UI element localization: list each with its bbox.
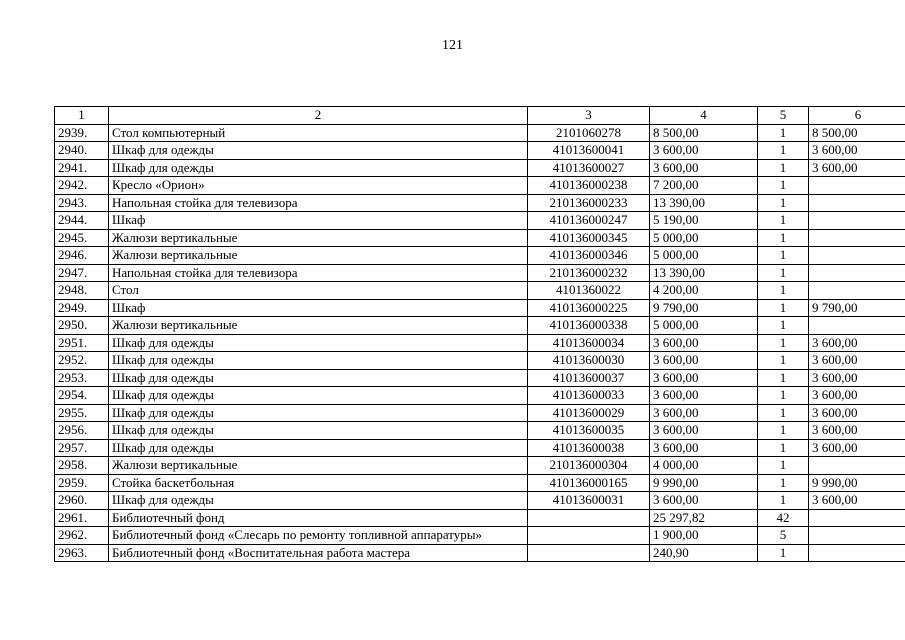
column-header: 4 <box>650 107 758 125</box>
inventory-number-cell: 41013600037 <box>528 369 650 387</box>
inventory-number-cell <box>528 509 650 527</box>
amount-cell: 3 600,00 <box>809 387 905 405</box>
inventory-number-cell: 2101060278 <box>528 124 650 142</box>
item-name-cell: Шкаф <box>109 212 528 230</box>
row-number-cell: 2960. <box>55 492 109 510</box>
row-number-cell: 2950. <box>55 317 109 335</box>
row-number-cell: 2953. <box>55 369 109 387</box>
column-header: 5 <box>758 107 809 125</box>
price-cell: 3 600,00 <box>650 492 758 510</box>
quantity-cell: 1 <box>758 264 809 282</box>
quantity-cell: 1 <box>758 492 809 510</box>
quantity-cell: 1 <box>758 194 809 212</box>
item-name-cell: Стол <box>109 282 528 300</box>
row-number-cell: 2945. <box>55 229 109 247</box>
table-row <box>55 404 905 422</box>
inventory-number-cell: 410136000247 <box>528 212 650 230</box>
price-cell: 3 600,00 <box>650 159 758 177</box>
quantity-cell: 1 <box>758 229 809 247</box>
table-row <box>55 387 905 405</box>
row-number-cell: 2957. <box>55 439 109 457</box>
table-row <box>55 264 905 282</box>
inventory-number-cell: 410136000338 <box>528 317 650 335</box>
item-name-cell: Стол компьютерный <box>109 124 528 142</box>
inventory-table <box>54 106 905 562</box>
item-name-cell: Шкаф <box>109 299 528 317</box>
inventory-number-cell: 41013600034 <box>528 334 650 352</box>
amount-cell <box>809 229 905 247</box>
price-cell: 13 390,00 <box>650 264 758 282</box>
amount-cell: 3 600,00 <box>809 404 905 422</box>
item-name-cell: Шкаф для одежды <box>109 492 528 510</box>
price-cell: 5 000,00 <box>650 229 758 247</box>
row-number-cell: 2961. <box>55 509 109 527</box>
quantity-cell: 1 <box>758 544 809 562</box>
table-row <box>55 422 905 440</box>
amount-cell: 3 600,00 <box>809 352 905 370</box>
table-row <box>55 509 905 527</box>
inventory-number-cell <box>528 527 650 545</box>
amount-cell <box>809 247 905 265</box>
item-name-cell: Шкаф для одежды <box>109 159 528 177</box>
inventory-number-cell: 41013600041 <box>528 142 650 160</box>
quantity-cell: 1 <box>758 457 809 475</box>
table-row <box>55 544 905 562</box>
row-number-cell: 2939. <box>55 124 109 142</box>
item-name-cell: Шкаф для одежды <box>109 352 528 370</box>
row-number-cell: 2958. <box>55 457 109 475</box>
price-cell: 3 600,00 <box>650 369 758 387</box>
price-cell: 5 190,00 <box>650 212 758 230</box>
inventory-number-cell: 410136000165 <box>528 474 650 492</box>
quantity-cell: 1 <box>758 124 809 142</box>
inventory-number-cell: 410136000345 <box>528 229 650 247</box>
table-row <box>55 457 905 475</box>
item-name-cell: Шкаф для одежды <box>109 387 528 405</box>
item-name-cell: Шкаф для одежды <box>109 422 528 440</box>
table-row <box>55 247 905 265</box>
row-number-cell: 2949. <box>55 299 109 317</box>
row-number-cell: 2944. <box>55 212 109 230</box>
price-cell: 1 900,00 <box>650 527 758 545</box>
row-number-cell: 2940. <box>55 142 109 160</box>
column-header: 1 <box>55 107 109 125</box>
price-cell: 5 000,00 <box>650 317 758 335</box>
quantity-cell: 1 <box>758 404 809 422</box>
quantity-cell: 1 <box>758 299 809 317</box>
table-row <box>55 474 905 492</box>
amount-cell: 3 600,00 <box>809 334 905 352</box>
quantity-cell: 1 <box>758 212 809 230</box>
table-row <box>55 124 905 142</box>
price-cell: 3 600,00 <box>650 404 758 422</box>
table-row <box>55 177 905 195</box>
table-row <box>55 317 905 335</box>
table-row <box>55 159 905 177</box>
inventory-table-body <box>55 107 905 562</box>
quantity-cell: 1 <box>758 247 809 265</box>
quantity-cell: 1 <box>758 177 809 195</box>
amount-cell <box>809 194 905 212</box>
row-number-cell: 2962. <box>55 527 109 545</box>
column-header: 3 <box>528 107 650 125</box>
quantity-cell: 1 <box>758 282 809 300</box>
row-number-cell: 2955. <box>55 404 109 422</box>
table-row <box>55 369 905 387</box>
amount-cell: 9 790,00 <box>809 299 905 317</box>
quantity-cell: 1 <box>758 369 809 387</box>
row-number-cell: 2947. <box>55 264 109 282</box>
item-name-cell: Библиотечный фонд «Слесарь по ремонту топливной аппаратуры» <box>109 527 528 545</box>
amount-cell <box>809 282 905 300</box>
amount-cell: 9 990,00 <box>809 474 905 492</box>
quantity-cell: 1 <box>758 142 809 160</box>
item-name-cell: Жалюзи вертикальные <box>109 457 528 475</box>
amount-cell <box>809 212 905 230</box>
price-cell: 8 500,00 <box>650 124 758 142</box>
price-cell: 25 297,82 <box>650 509 758 527</box>
table-header-row <box>55 107 905 125</box>
page-number: 121 <box>442 38 463 53</box>
price-cell: 3 600,00 <box>650 439 758 457</box>
row-number-cell: 2951. <box>55 334 109 352</box>
price-cell: 3 600,00 <box>650 422 758 440</box>
table-row <box>55 492 905 510</box>
item-name-cell: Кресло «Орион» <box>109 177 528 195</box>
price-cell: 9 990,00 <box>650 474 758 492</box>
inventory-number-cell: 410136000346 <box>528 247 650 265</box>
inventory-number-cell: 410136000225 <box>528 299 650 317</box>
table-row <box>55 142 905 160</box>
item-name-cell: Библиотечный фонд <box>109 509 528 527</box>
price-cell: 240,90 <box>650 544 758 562</box>
amount-cell: 3 600,00 <box>809 422 905 440</box>
row-number-cell: 2948. <box>55 282 109 300</box>
inventory-number-cell: 41013600033 <box>528 387 650 405</box>
price-cell: 4 000,00 <box>650 457 758 475</box>
column-header: 6 <box>809 107 905 125</box>
quantity-cell: 42 <box>758 509 809 527</box>
inventory-number-cell: 210136000232 <box>528 264 650 282</box>
item-name-cell: Напольная стойка для телевизора <box>109 264 528 282</box>
amount-cell <box>809 177 905 195</box>
inventory-number-cell: 41013600035 <box>528 422 650 440</box>
inventory-number-cell: 41013600029 <box>528 404 650 422</box>
item-name-cell: Шкаф для одежды <box>109 439 528 457</box>
price-cell: 5 000,00 <box>650 247 758 265</box>
item-name-cell: Библиотечный фонд «Воспитательная работа мастера <box>109 544 528 562</box>
row-number-cell: 2956. <box>55 422 109 440</box>
price-cell: 3 600,00 <box>650 387 758 405</box>
quantity-cell: 1 <box>758 159 809 177</box>
table-row <box>55 334 905 352</box>
table-row <box>55 212 905 230</box>
item-name-cell: Шкаф для одежды <box>109 334 528 352</box>
price-cell: 3 600,00 <box>650 142 758 160</box>
row-number-cell: 2952. <box>55 352 109 370</box>
item-name-cell: Шкаф для одежды <box>109 404 528 422</box>
price-cell: 7 200,00 <box>650 177 758 195</box>
table-row <box>55 229 905 247</box>
amount-cell: 8 500,00 <box>809 124 905 142</box>
quantity-cell: 1 <box>758 422 809 440</box>
row-number-cell: 2943. <box>55 194 109 212</box>
item-name-cell: Стойка баскетбольная <box>109 474 528 492</box>
row-number-cell: 2942. <box>55 177 109 195</box>
inventory-number-cell: 210136000304 <box>528 457 650 475</box>
item-name-cell: Жалюзи вертикальные <box>109 317 528 335</box>
quantity-cell: 1 <box>758 334 809 352</box>
amount-cell <box>809 509 905 527</box>
price-cell: 3 600,00 <box>650 334 758 352</box>
item-name-cell: Напольная стойка для телевизора <box>109 194 528 212</box>
inventory-number-cell: 410136000238 <box>528 177 650 195</box>
inventory-number-cell: 4101360022 <box>528 282 650 300</box>
table-row <box>55 194 905 212</box>
item-name-cell: Шкаф для одежды <box>109 142 528 160</box>
table-row <box>55 527 905 545</box>
table-row <box>55 439 905 457</box>
row-number-cell: 2941. <box>55 159 109 177</box>
table-row <box>55 299 905 317</box>
item-name-cell: Шкаф для одежды <box>109 369 528 387</box>
amount-cell <box>809 457 905 475</box>
inventory-number-cell: 41013600027 <box>528 159 650 177</box>
amount-cell <box>809 264 905 282</box>
amount-cell: 3 600,00 <box>809 142 905 160</box>
quantity-cell: 1 <box>758 474 809 492</box>
item-name-cell: Жалюзи вертикальные <box>109 229 528 247</box>
amount-cell: 3 600,00 <box>809 369 905 387</box>
row-number-cell: 2959. <box>55 474 109 492</box>
quantity-cell: 1 <box>758 352 809 370</box>
price-cell: 9 790,00 <box>650 299 758 317</box>
table-row <box>55 352 905 370</box>
inventory-number-cell: 41013600038 <box>528 439 650 457</box>
amount-cell <box>809 527 905 545</box>
amount-cell <box>809 544 905 562</box>
inventory-number-cell <box>528 544 650 562</box>
amount-cell: 3 600,00 <box>809 439 905 457</box>
amount-cell: 3 600,00 <box>809 492 905 510</box>
column-header: 2 <box>109 107 528 125</box>
item-name-cell: Жалюзи вертикальные <box>109 247 528 265</box>
amount-cell <box>809 317 905 335</box>
row-number-cell: 2946. <box>55 247 109 265</box>
quantity-cell: 1 <box>758 387 809 405</box>
table-row <box>55 282 905 300</box>
quantity-cell: 1 <box>758 439 809 457</box>
inventory-number-cell: 210136000233 <box>528 194 650 212</box>
quantity-cell: 1 <box>758 317 809 335</box>
amount-cell: 3 600,00 <box>809 159 905 177</box>
quantity-cell: 5 <box>758 527 809 545</box>
inventory-number-cell: 41013600030 <box>528 352 650 370</box>
row-number-cell: 2954. <box>55 387 109 405</box>
price-cell: 4 200,00 <box>650 282 758 300</box>
price-cell: 13 390,00 <box>650 194 758 212</box>
row-number-cell: 2963. <box>55 544 109 562</box>
inventory-number-cell: 41013600031 <box>528 492 650 510</box>
price-cell: 3 600,00 <box>650 352 758 370</box>
